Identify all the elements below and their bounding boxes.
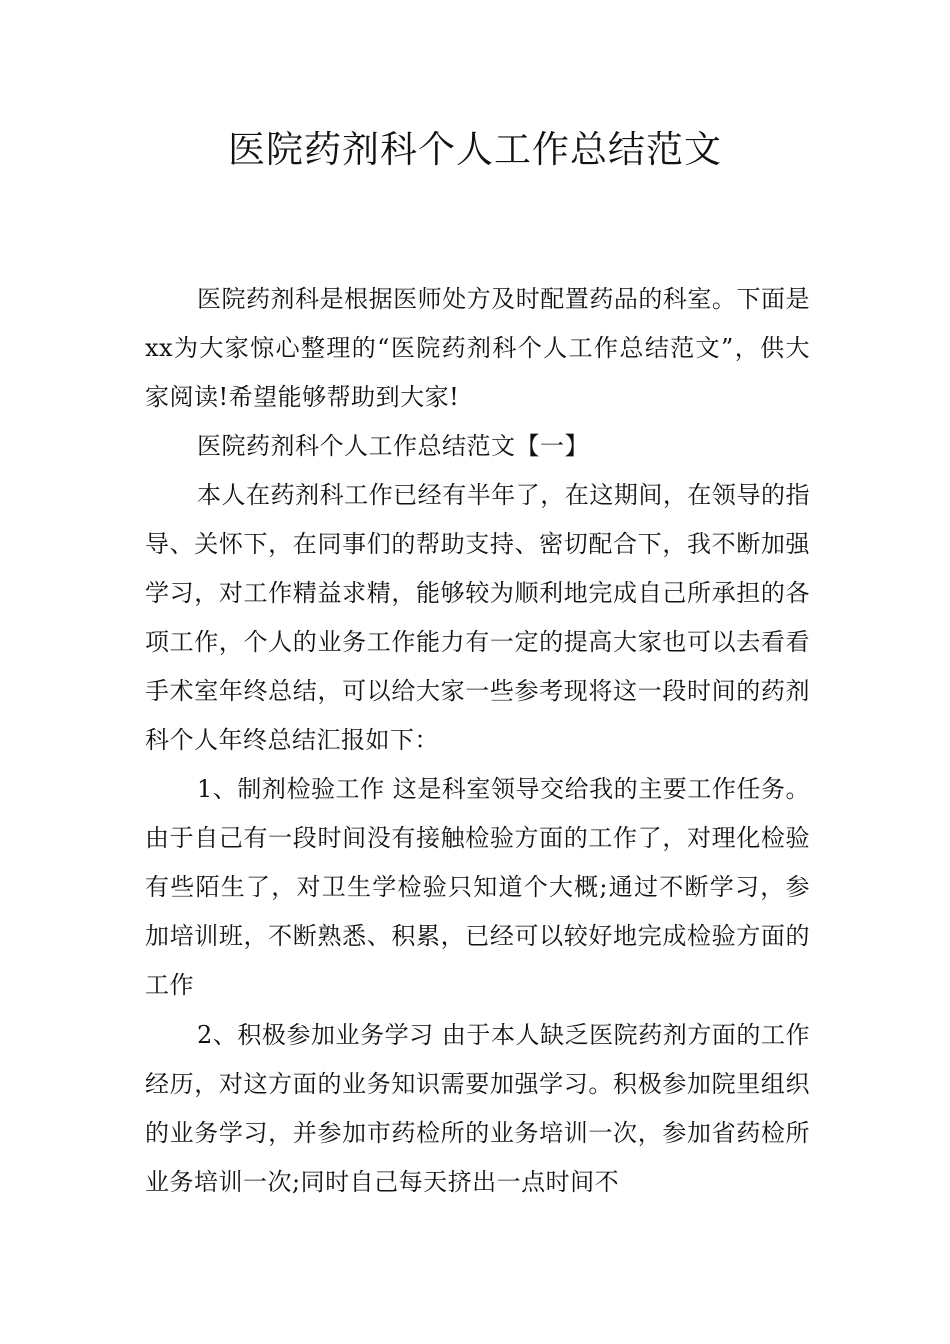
intro-paragraph: 医院药剂科是根据医师处方及时配置药品的科室。下面是xx为大家惊心整理的“医院药剂科个人工作总结范文”，供大家阅读!希望能够帮助到大家! [145,285,810,411]
body-paragraph-2: 1、制剂检验工作 这是科室领导交给我的主要工作任务。由于自己有一段时间没有接触检验方面的工作了，对理化检验有些陌生了，对卫生学检验只知道个大概;通过不断学习，参加培训班，不断熟悉、积累，已经可以较好地完成检验方面的工作 [145,775,810,999]
section-heading: 医院药剂科个人工作总结范文【一】 [197,432,589,460]
document-title: 医院药剂科个人工作总结范文 [228,128,722,171]
document-body [145,275,810,1207]
body-paragraph-1: 本人在药剂科工作已经有半年了，在这期间，在领导的指导、关怀下，在同事们的帮助支持、密切配合下，我不断加强学习，对工作精益求精，能够较为顺利地完成自己所承担的各项工作，个人的业务工作能力有一定的提高大家也可以去看看手术室年终总结，可以给大家一些参考现将这一段时间的药剂科个人年终总结汇报如下： [145,481,810,754]
body-paragraph-3: 2、积极参加业务学习 由于本人缺乏医院药剂方面的工作经历，对这方面的业务知识需要加强学习。积极参加院里组织的业务学习，并参加市药检所的业务培训一次，参加省药检所业务培训一次;同时自己每天挤出一点时间不 [145,1021,810,1196]
